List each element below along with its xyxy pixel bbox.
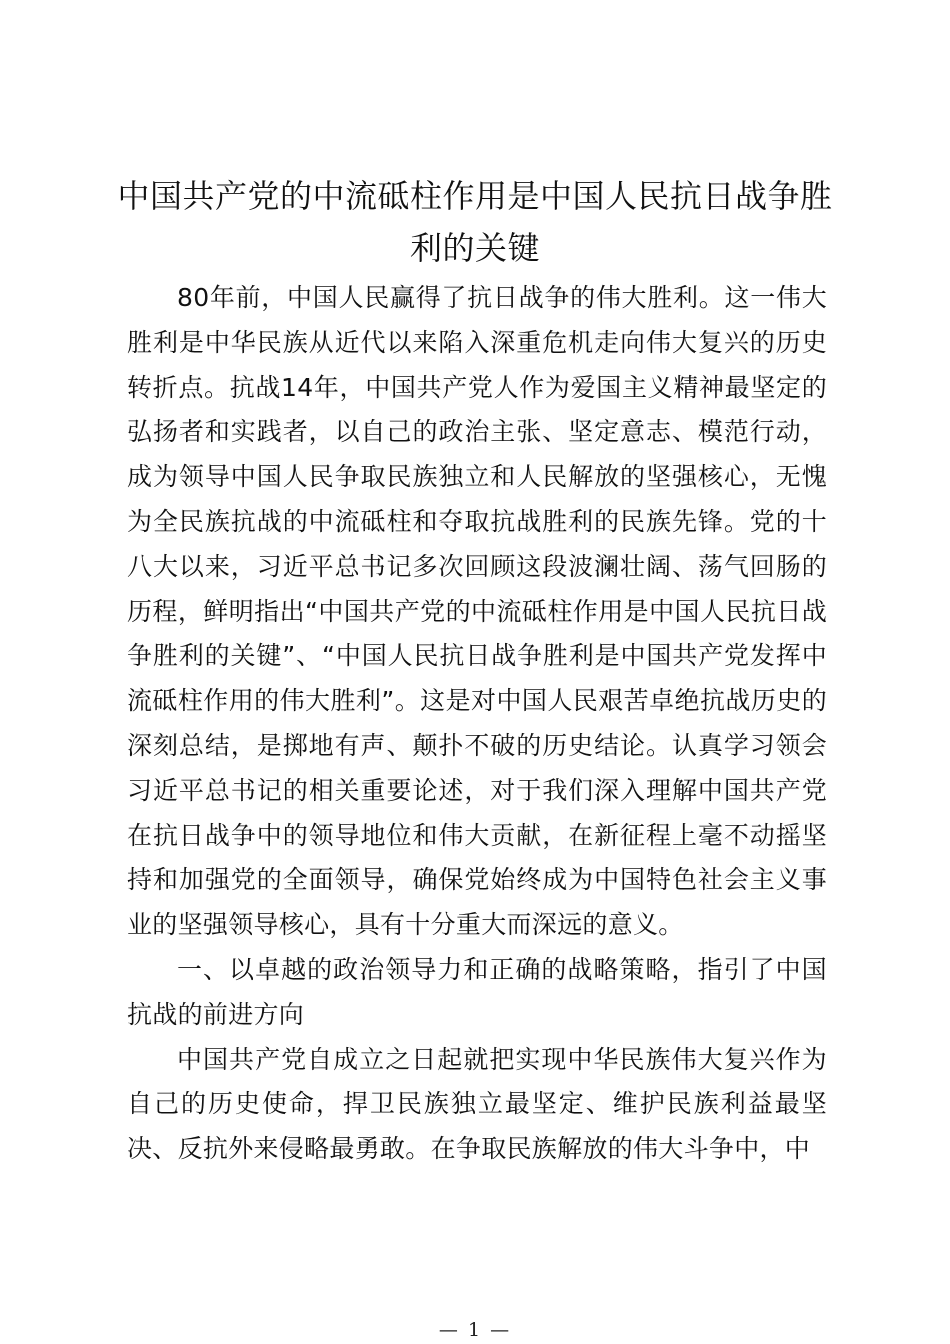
section-heading-1: 一、以卓越的政治领导力和正确的战略策略，指引了中国抗战的前进方向	[127, 954, 827, 1029]
paragraph-section-1: 中国共产党自成立之日起就把实现中华民族伟大复兴作为自己的历史使命，捍卫民族独立最坚定、维护民族利益最坚决、反抗外来侵略最勇敢。在争取民族解放的伟大斗争中，中	[127, 1044, 827, 1164]
paragraph-intro: 80年前，中国人民赢得了抗日战争的伟大胜利。这一伟大胜利是中华民族从近代以来陷入深重危机走向伟大复兴的历史转折点。抗战14年，中国共产党人作为爱国主义精神最坚定的弘扬者和实践者，以自己的政治主张、坚定意志、模范行动，成为领导中国人民争取民族独立和人民解放的坚强核心，无愧为全民族抗战的中流砥柱和夺取抗战胜利的民族先锋。党的十八大以来，习近平总书记多次回顾这段波澜壮阔、荡气回肠的历程，鲜明指出“中国共产党的中流砥柱作用是中国人民抗日战争胜利的关键”、“中国人民抗日战争胜利是中国共产党发挥中流砥柱作用的伟大胜利”。这是对中国人民艰苦卓绝抗战历史的深刻总结，是掷地有声、颠扑不破的历史结论。认真学习领会习近平总书记的相关重要论述，对于我们深入理解中国共产党在抗日战争中的领导地位和伟大贡献，在新征程上毫不动摇坚持和加强党的全面领导，确保党始终成为中国特色社会主义事业的坚强领导核心，具有十分重大而深远的意义。	[127, 283, 827, 940]
page-number: — 1 —	[438, 1319, 512, 1341]
document-title: 中国共产党的中流砥柱作用是中国人民抗日战争胜利的关键	[117, 177, 833, 267]
document-body	[127, 276, 827, 1172]
